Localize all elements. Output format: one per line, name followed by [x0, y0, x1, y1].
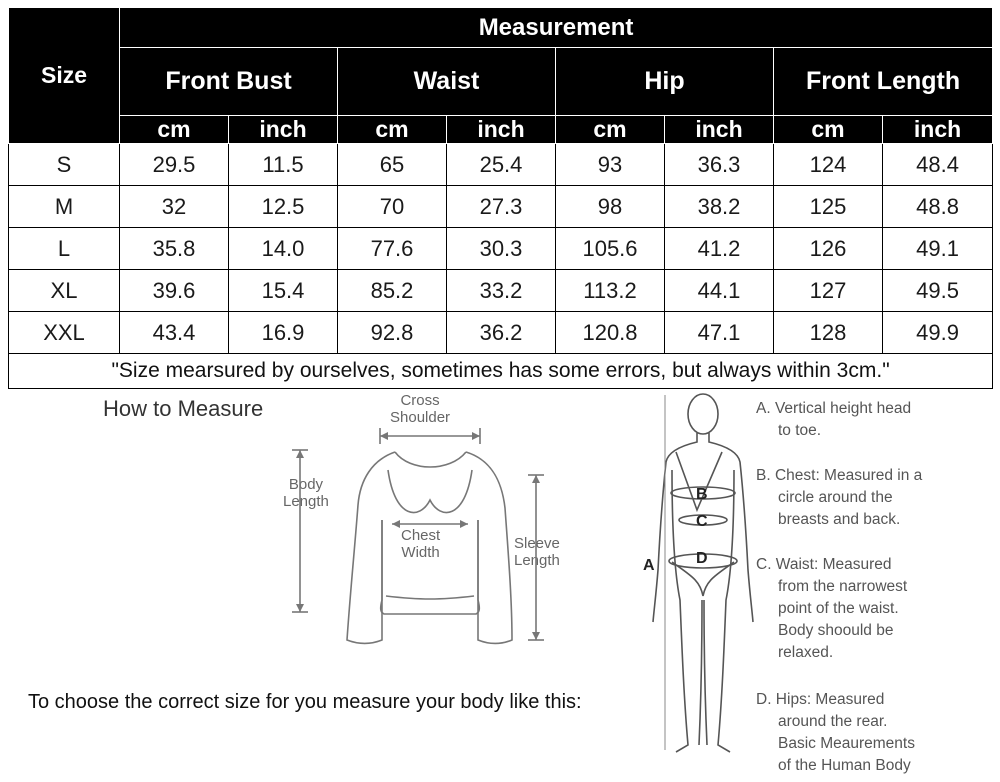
unit-header: inch	[665, 116, 774, 144]
size-cell: L	[9, 228, 120, 270]
body-length-label: Body Length	[283, 476, 329, 510]
value-cell: 65	[338, 144, 447, 186]
cross-shoulder-label: Cross Shoulder	[390, 392, 451, 426]
chest-width-label: Chest Width	[401, 527, 441, 561]
size-cell: XXL	[9, 312, 120, 354]
size-cell: M	[9, 186, 120, 228]
table-row	[9, 270, 993, 312]
size-cell: XL	[9, 270, 120, 312]
value-cell: 33.2	[447, 270, 556, 312]
unit-header: cm	[774, 116, 883, 144]
value-cell: 15.4	[229, 270, 338, 312]
value-cell: 124	[774, 144, 883, 186]
marker-a: A	[643, 557, 655, 574]
table-row	[9, 228, 993, 270]
unit-header: cm	[338, 116, 447, 144]
value-cell: 128	[774, 312, 883, 354]
value-cell: 44.1	[665, 270, 774, 312]
marker-b: B	[696, 486, 708, 503]
front-length-header: Front Length	[774, 48, 993, 116]
value-cell: 49.9	[883, 312, 993, 354]
marker-d: D	[696, 550, 708, 567]
value-cell: 39.6	[120, 270, 229, 312]
unit-header: cm	[120, 116, 229, 144]
front-bust-header: Front Bust	[120, 48, 338, 116]
value-cell: 11.5	[229, 144, 338, 186]
table-row	[9, 144, 993, 186]
value-cell: 93	[556, 144, 665, 186]
value-cell: 29.5	[120, 144, 229, 186]
unit-header: cm	[556, 116, 665, 144]
value-cell: 48.4	[883, 144, 993, 186]
table-row	[9, 186, 993, 228]
unit-header: inch	[447, 116, 556, 144]
value-cell: 105.6	[556, 228, 665, 270]
value-cell: 49.1	[883, 228, 993, 270]
human-body-sketch	[653, 394, 753, 752]
value-cell: 12.5	[229, 186, 338, 228]
size-chart-table	[8, 7, 993, 389]
how-to-measure-title: How to Measure	[103, 396, 264, 421]
value-cell: 30.3	[447, 228, 556, 270]
measurement-header: Measurement	[120, 8, 993, 48]
value-cell: 35.8	[120, 228, 229, 270]
value-cell: 113.2	[556, 270, 665, 312]
waist-header: Waist	[338, 48, 556, 116]
size-note: "Size mearsured by ourselves, sometimes has some errors, but always within 3cm."	[9, 354, 993, 389]
hip-header: Hip	[556, 48, 774, 116]
value-cell: 36.3	[665, 144, 774, 186]
value-cell: 43.4	[120, 312, 229, 354]
value-cell: 92.8	[338, 312, 447, 354]
marker-c: C	[696, 513, 708, 530]
unit-header: inch	[883, 116, 993, 144]
legend-c: C. Waist: Measured from the narrowest point of the waist. Body shoould be relaxed.	[756, 556, 908, 661]
instruction-text: To choose the correct size for you measure your body like this:	[28, 691, 582, 713]
value-cell: 16.9	[229, 312, 338, 354]
size-header: Size	[9, 8, 120, 144]
value-cell: 14.0	[229, 228, 338, 270]
value-cell: 36.2	[447, 312, 556, 354]
sleeve-length-label: Sleeve Length	[514, 535, 560, 569]
legend-a: A. Vertical height head to toe.	[756, 400, 912, 439]
value-cell: 25.4	[447, 144, 556, 186]
table-row	[9, 312, 993, 354]
value-cell: 38.2	[665, 186, 774, 228]
value-cell: 41.2	[665, 228, 774, 270]
value-cell: 126	[774, 228, 883, 270]
value-cell: 120.8	[556, 312, 665, 354]
value-cell: 70	[338, 186, 447, 228]
value-cell: 127	[774, 270, 883, 312]
value-cell: 85.2	[338, 270, 447, 312]
value-cell: 77.6	[338, 228, 447, 270]
value-cell: 32	[120, 186, 229, 228]
value-cell: 27.3	[447, 186, 556, 228]
value-cell: 125	[774, 186, 883, 228]
size-cell: S	[9, 144, 120, 186]
legend-b: B. Chest: Measured in a circle around the breasts and back.	[756, 467, 923, 528]
unit-header: inch	[229, 116, 338, 144]
value-cell: 48.8	[883, 186, 993, 228]
value-cell: 98	[556, 186, 665, 228]
value-cell: 47.1	[665, 312, 774, 354]
legend-d: D. Hips: Measured around the rear. Basic Meaurements of the Human Body	[756, 691, 915, 774]
value-cell: 49.5	[883, 270, 993, 312]
